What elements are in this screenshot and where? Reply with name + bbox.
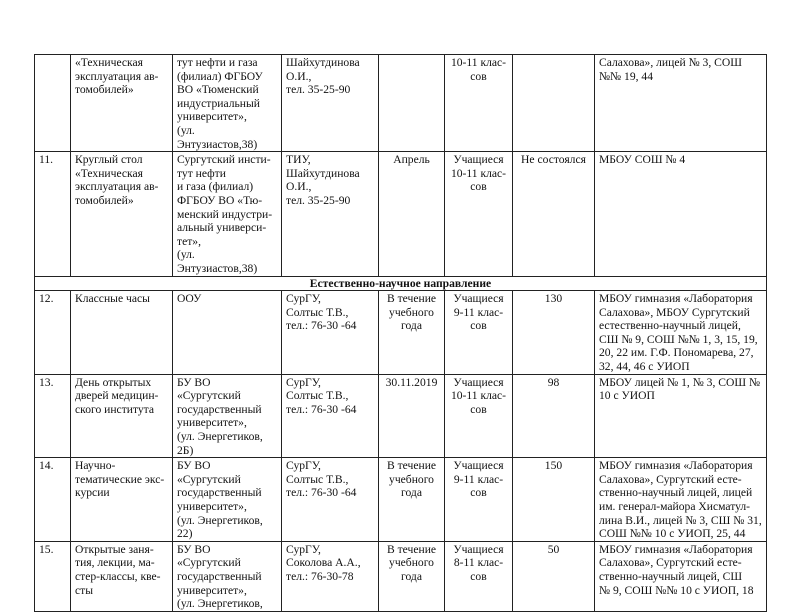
participants-cell: Учащиеся 10-11 клас- сов — [445, 152, 513, 276]
event-place-cell: тут нефти и газа (филиал) ФГБОУ ВО «Тюменский индустриальный университет», (ул. Энтузиастов,38) — [173, 55, 282, 152]
participant-count-cell: 130 — [513, 291, 595, 375]
schools-cell: МБОУ гимназия «Лаборатория Салахова», Сургутский есте- ственно-научный лицей, СШ № 9, СОШ №№ 10 с УИОП, 18 — [595, 541, 767, 611]
table-row — [35, 458, 767, 542]
participants-cell: Учащиеся 9-11 клас- сов — [445, 458, 513, 542]
participants-cell: Учащиеся 8-11 клас- сов — [445, 541, 513, 611]
event-date-cell: 30.11.2019 — [379, 374, 445, 458]
participant-count-cell: 50 — [513, 541, 595, 611]
responsible-cell: Шайхутдинова О.И., тел. 35-25-90 — [282, 55, 379, 152]
event-place-cell: ООУ — [173, 291, 282, 375]
schools-cell: МБОУ гимназия «Лаборатория Салахова», Сургутский есте- ственно-научный лицей, лицей им. генерал-майора Хисматул- лина В.И., лицей № 3, СШ № 31, СОШ №№ 10 с УИОП, 25, 44 — [595, 458, 767, 542]
event-name-cell: Научно- тематические экс- курсии — [71, 458, 173, 542]
event-name-cell: «Техническая эксплуатация ав- томобилей» — [71, 55, 173, 152]
participant-count-cell: Не состоялся — [513, 152, 595, 276]
event-place-cell: БУ ВО «Сургутский государственный университет», (ул. Энергетиков, — [173, 541, 282, 611]
responsible-cell: СурГУ, Солтыс Т.В., тел.: 76-30 -64 — [282, 374, 379, 458]
table-row — [35, 55, 767, 152]
section-header-row — [35, 276, 767, 291]
event-date-cell: В течение учебного года — [379, 291, 445, 375]
row-number-cell: 13. — [35, 374, 71, 458]
schools-cell: Салахова», лицей № 3, СОШ №№ 19, 44 — [595, 55, 767, 152]
table-row — [35, 374, 767, 458]
participant-count-cell: 98 — [513, 374, 595, 458]
events-table — [34, 54, 767, 612]
event-date-cell: В течение учебного года — [379, 458, 445, 542]
table-row — [35, 541, 767, 611]
event-name-cell: Круглый стол «Техническая эксплуатация ав- томобилей» — [71, 152, 173, 276]
event-name-cell: Открытые заня- тия, лекции, ма- стер-классы, кве- сты — [71, 541, 173, 611]
event-name-cell: День открытых дверей медицин- ского института — [71, 374, 173, 458]
schools-cell: МБОУ СОШ № 4 — [595, 152, 767, 276]
row-number-cell: 11. — [35, 152, 71, 276]
row-number-cell: 12. — [35, 291, 71, 375]
participants-cell: Учащиеся 10-11 клас- сов — [445, 374, 513, 458]
row-number-cell: 15. — [35, 541, 71, 611]
participants-cell: 10-11 клас- сов — [445, 55, 513, 152]
event-date-cell: Апрель — [379, 152, 445, 276]
section-title: Естественно-научное направление — [35, 276, 767, 291]
responsible-cell: СурГУ, Солтыс Т.В., тел.: 76-30 -64 — [282, 458, 379, 542]
table-row — [35, 152, 767, 276]
responsible-cell: ТИУ, Шайхутдинова О.И., тел. 35-25-90 — [282, 152, 379, 276]
event-name-cell: Классные часы — [71, 291, 173, 375]
event-date-cell — [379, 55, 445, 152]
event-place-cell: Сургутский инсти- тут нефти и газа (филиал) ФГБОУ ВО «Тю- менский индустри- альный универси- тет», (ул. Энтузиастов,38) — [173, 152, 282, 276]
event-place-cell: БУ ВО «Сургутский государственный университет», (ул. Энергетиков, 22) — [173, 458, 282, 542]
table-row — [35, 291, 767, 375]
schools-cell: МБОУ гимназия «Лаборатория Салахова», МБОУ Сургутский естественно-научный лицей, СШ № 9, СОШ №№ 1, 3, 15, 19, 20, 22 им. Г.Ф. Пономарева, 27, 32, 44, 46 с УИОП — [595, 291, 767, 375]
row-number-cell — [35, 55, 71, 152]
event-place-cell: БУ ВО «Сургутский государственный университет», (ул. Энергетиков, 2Б) — [173, 374, 282, 458]
participant-count-cell — [513, 55, 595, 152]
participants-cell: Учащиеся 9-11 клас- сов — [445, 291, 513, 375]
schools-cell: МБОУ лицей № 1, № 3, СОШ № 10 с УИОП — [595, 374, 767, 458]
participant-count-cell: 150 — [513, 458, 595, 542]
event-date-cell: В течение учебного года — [379, 541, 445, 611]
row-number-cell: 14. — [35, 458, 71, 542]
responsible-cell: СурГУ, Соколова А.А., тел.: 76-30-78 — [282, 541, 379, 611]
responsible-cell: СурГУ, Солтыс Т.В., тел.: 76-30 -64 — [282, 291, 379, 375]
